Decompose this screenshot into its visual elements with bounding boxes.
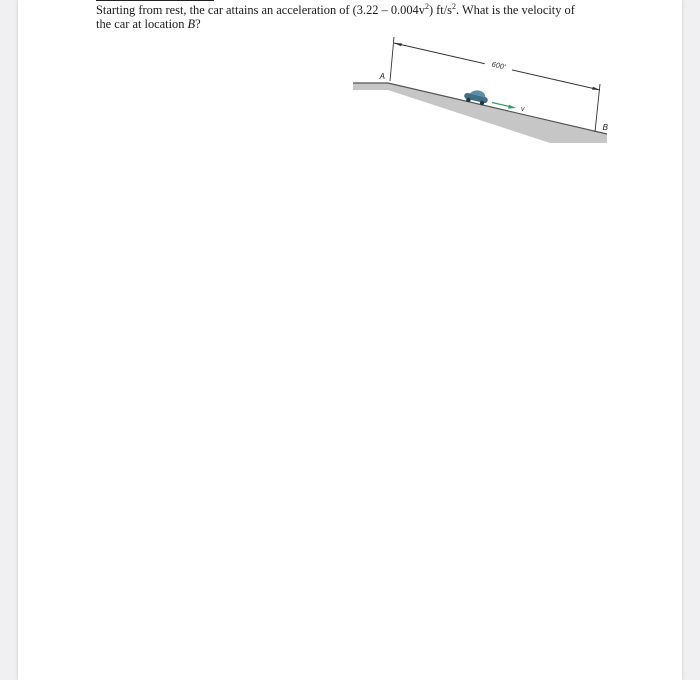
velocity-arrowhead xyxy=(508,105,516,109)
velocity-label: v xyxy=(521,106,525,113)
document-page xyxy=(18,0,682,680)
distance-label: 600' xyxy=(490,59,507,72)
extension-line-b xyxy=(595,84,600,132)
problem-statement xyxy=(96,3,616,31)
point-b-label: B xyxy=(602,123,608,132)
problem-text-1: Starting from rest, the car attains an acceleration of (3.22 – 0.004v xyxy=(96,3,425,17)
problem-text-3: . What is the velocity of xyxy=(456,3,575,17)
problem-text-2: ) ft/s xyxy=(428,3,452,17)
exponent-1: 2 xyxy=(424,1,429,11)
location-b-variable: B xyxy=(187,17,196,31)
top-rule xyxy=(96,0,214,1)
dimension-arrow-a xyxy=(394,43,402,46)
incline-figure xyxy=(350,33,610,148)
point-a-label: A xyxy=(379,72,385,81)
problem-text-4: the car at location xyxy=(96,17,188,31)
extension-line-a xyxy=(390,37,394,81)
dimension-arrow-b xyxy=(592,87,600,90)
problem-text-5: ? xyxy=(195,17,201,31)
exponent-2: 2 xyxy=(452,1,456,11)
